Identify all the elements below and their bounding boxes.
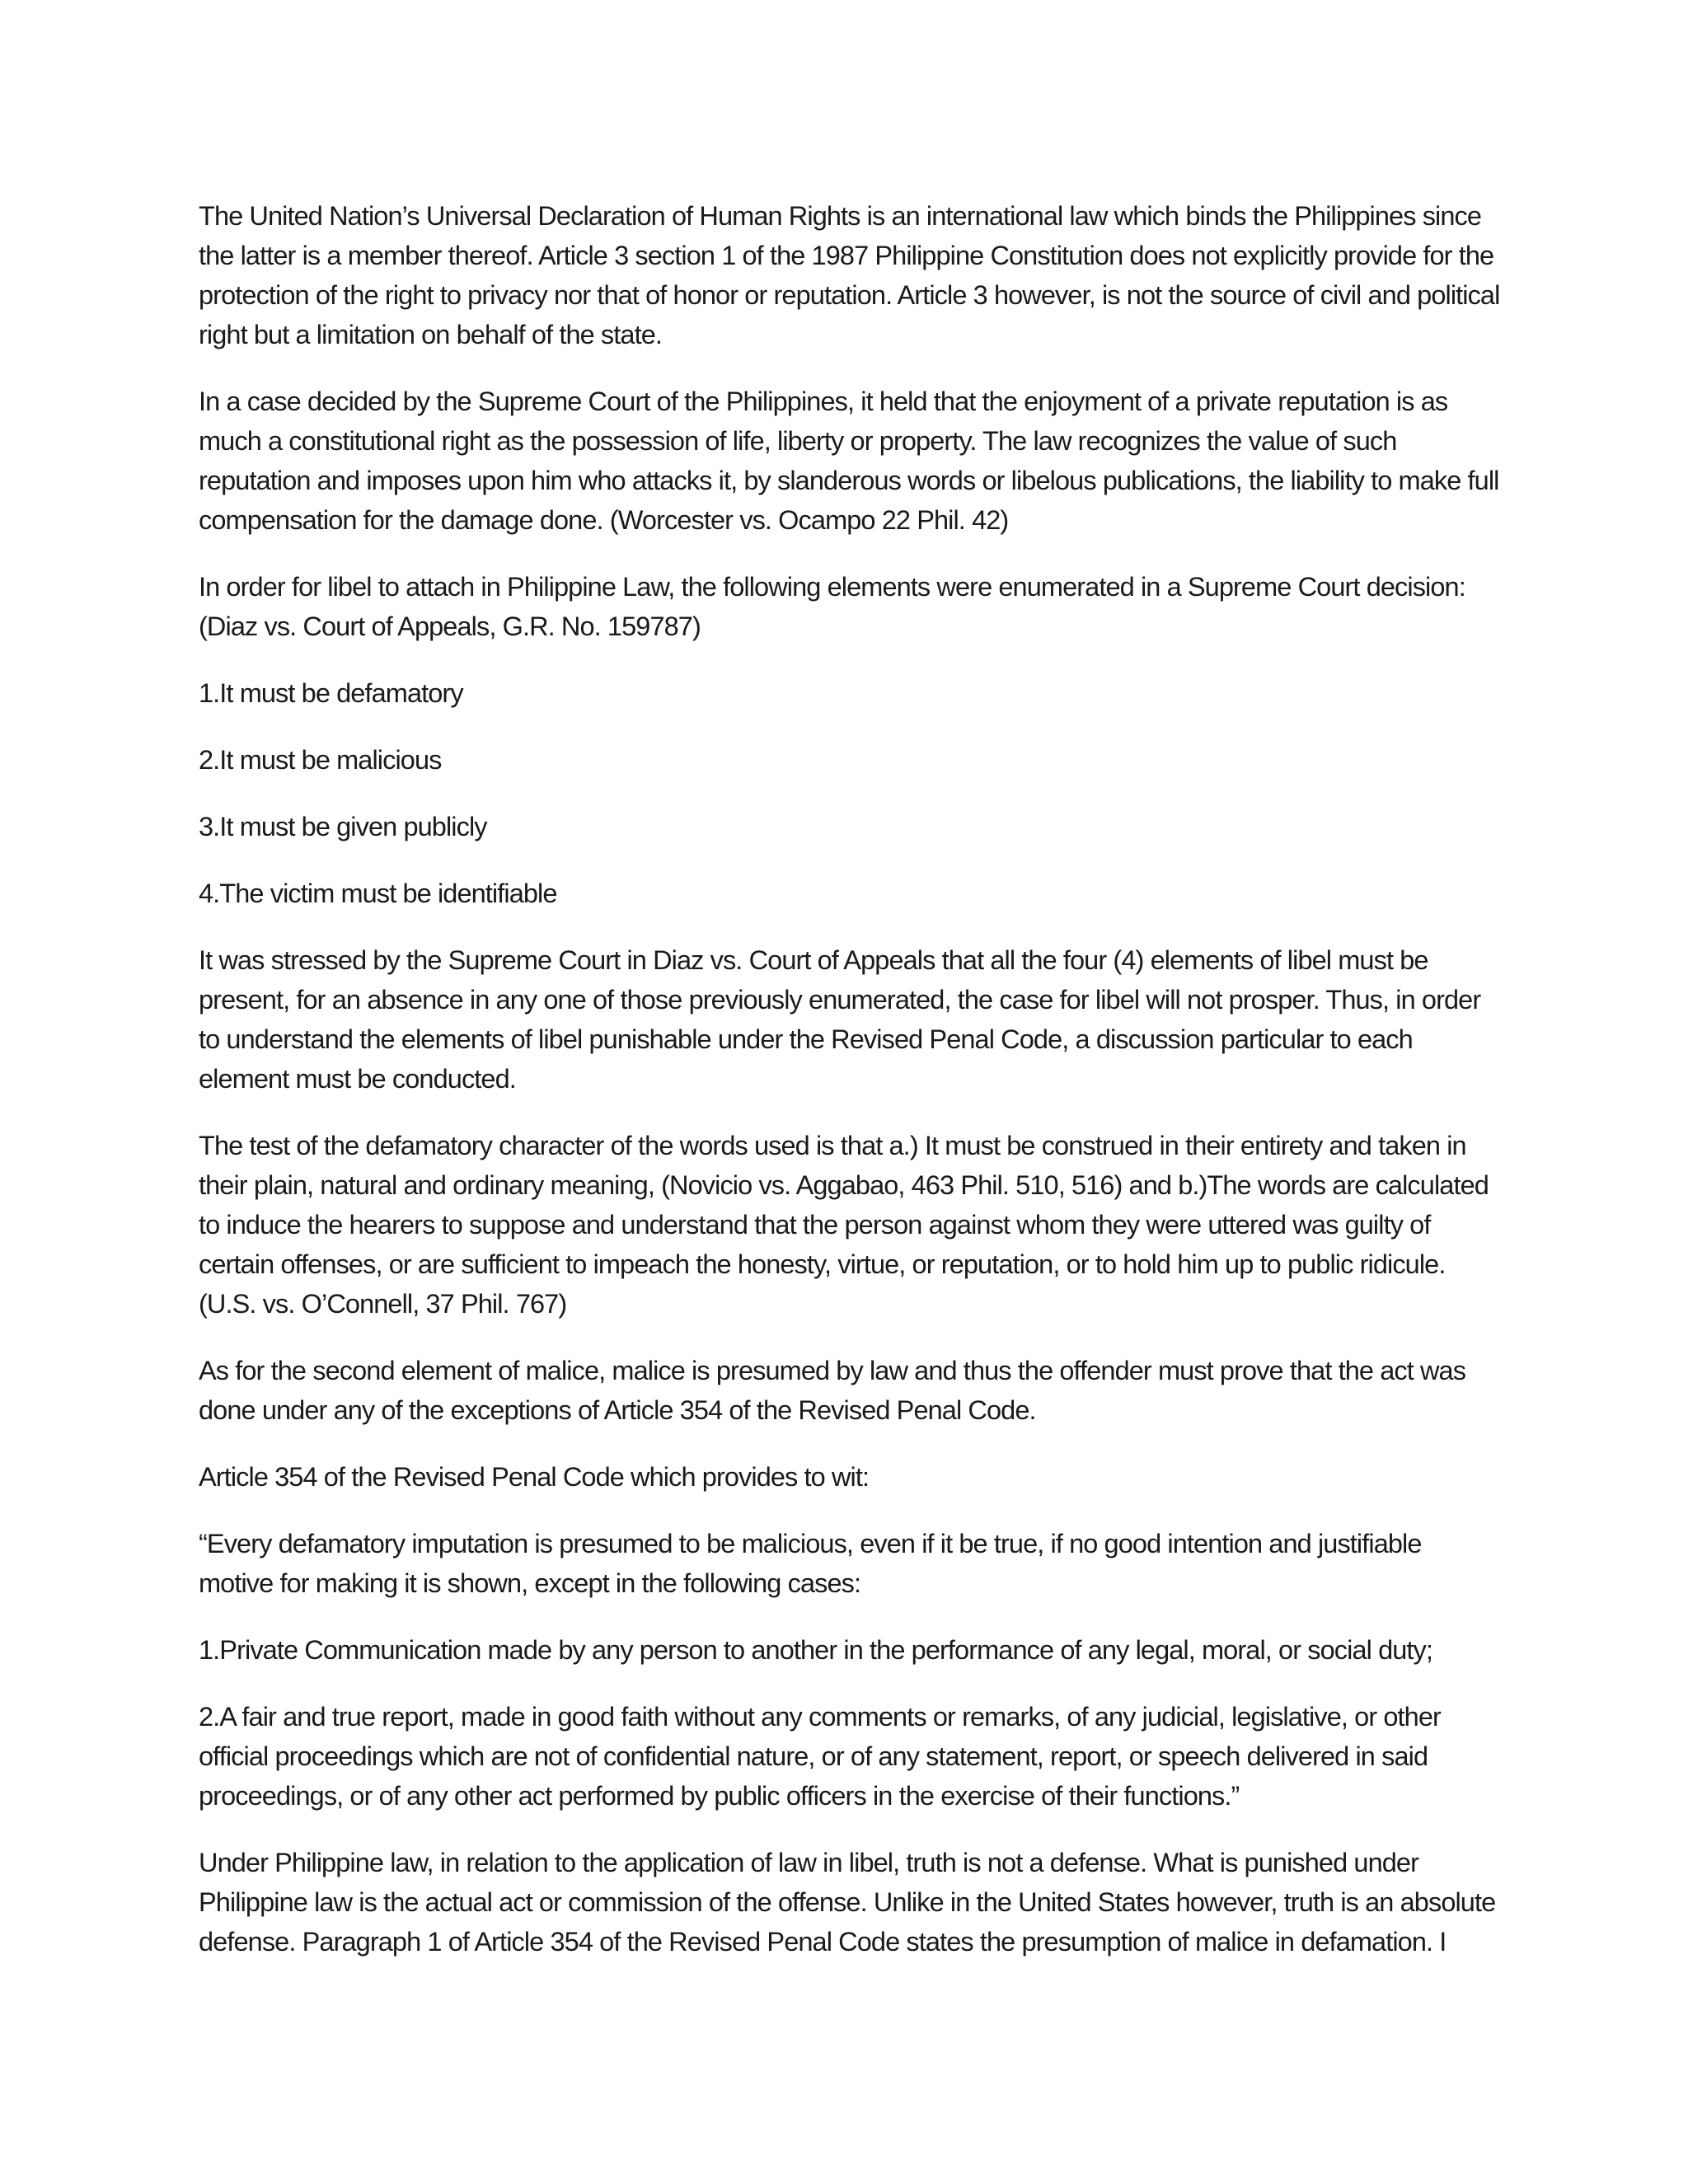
paragraph-udhr-intro: The United Nation’s Universal Declaration of Human Rights is an international law which binds the Philippines since the latter is a member thereof. Article 3 section 1 of the 1987 Philippine Constitution does not explicitly provide for the protection of the right to privacy nor that of honor or reputation. Article 3 however, is not the source of civil and political right but a limitation on behalf of the state. [199,201,1500,349]
list-item-element-4: 4.The victim must be identifiable [199,879,557,908]
list-item-exception-1: 1.Private Communication made by any person to another in the performance of any legal, moral, or social duty; [199,1635,1433,1665]
paragraph-article-354-intro: Article 354 of the Revised Penal Code which provides to wit: [199,1462,870,1492]
paragraph-libel-elements-intro: In order for libel to attach in Philippine Law, the following elements were enumerated in a Supreme Court decision: (Diaz vs. Court of Appeals, G.R. No. 159787) [199,572,1465,641]
paragraph-malice-element: As for the second element of malice, malice is presumed by law and thus the offender must prove that the act was done under any of the exceptions of Article 354 of the Revised Penal Code. [199,1356,1466,1425]
list-item-element-3: 3.It must be given publicly [199,812,487,841]
paragraph-truth-defense: Under Philippine law, in relation to the application of law in libel, truth is not a defense. What is punished under Philippine law is the actual act or commission of the offense. Unlike in the United States however, truth is an absolute defense. Paragraph 1 of Article 354 of the Revised Penal Code states the presumption of malice in defamation. I [199,1848,1496,1957]
list-item-element-1: 1.It must be defamatory [199,678,463,708]
paragraph-diaz-case: It was stressed by the Supreme Court in Diaz vs. Court of Appeals that all the four (4) elements of libel must be present, for an absence in any one of those previously enumerated, the case for libel will not prosper. Thus, in order to understand the elements of libel punishable under the Revised Penal Code, a discussion particular to each element must be conducted. [199,945,1481,1094]
document-body [199,196,1501,1989]
paragraph-worcester-case: In a case decided by the Supreme Court of the Philippines, it held that the enjoyment of a private reputation is as much a constitutional right as the possession of life, liberty or property. The law recognizes the value of such reputation and imposes upon him who attacks it, by slanderous words or libelous publications, the liability to make full compensation for the damage done. (Worcester vs. Ocampo 22 Phil. 42) [199,387,1499,535]
list-item-exception-2: 2.A fair and true report, made in good faith without any comments or remarks, of any judicial, legislative, or other official proceedings which are not of confidential nature, or of any statement, report, or speech delivered in said proceedings, or of any other act performed by public officers in the exercise of their functions.” [199,1702,1441,1811]
paragraph-defamatory-test: The test of the defamatory character of the words used is that a.) It must be construed in their entirety and taken in their plain, natural and ordinary meaning, (Novicio vs. Aggabao, 463 Phil. 510, 516) and b.)The words are calculated to induce the hearers to suppose and understand that the person against whom they were uttered was guilty of certain offenses, or are sufficient to impeach the honesty, virtue, or reputation, or to hold him up to public ridicule. (U.S. vs. O’Connell, 37 Phil. 767) [199,1131,1489,1319]
paragraph-article-354-quote: “Every defamatory imputation is presumed to be malicious, even if it be true, if no good intention and justifiable motive for making it is shown, except in the following cases: [199,1529,1422,1598]
list-item-element-2: 2.It must be malicious [199,745,442,775]
